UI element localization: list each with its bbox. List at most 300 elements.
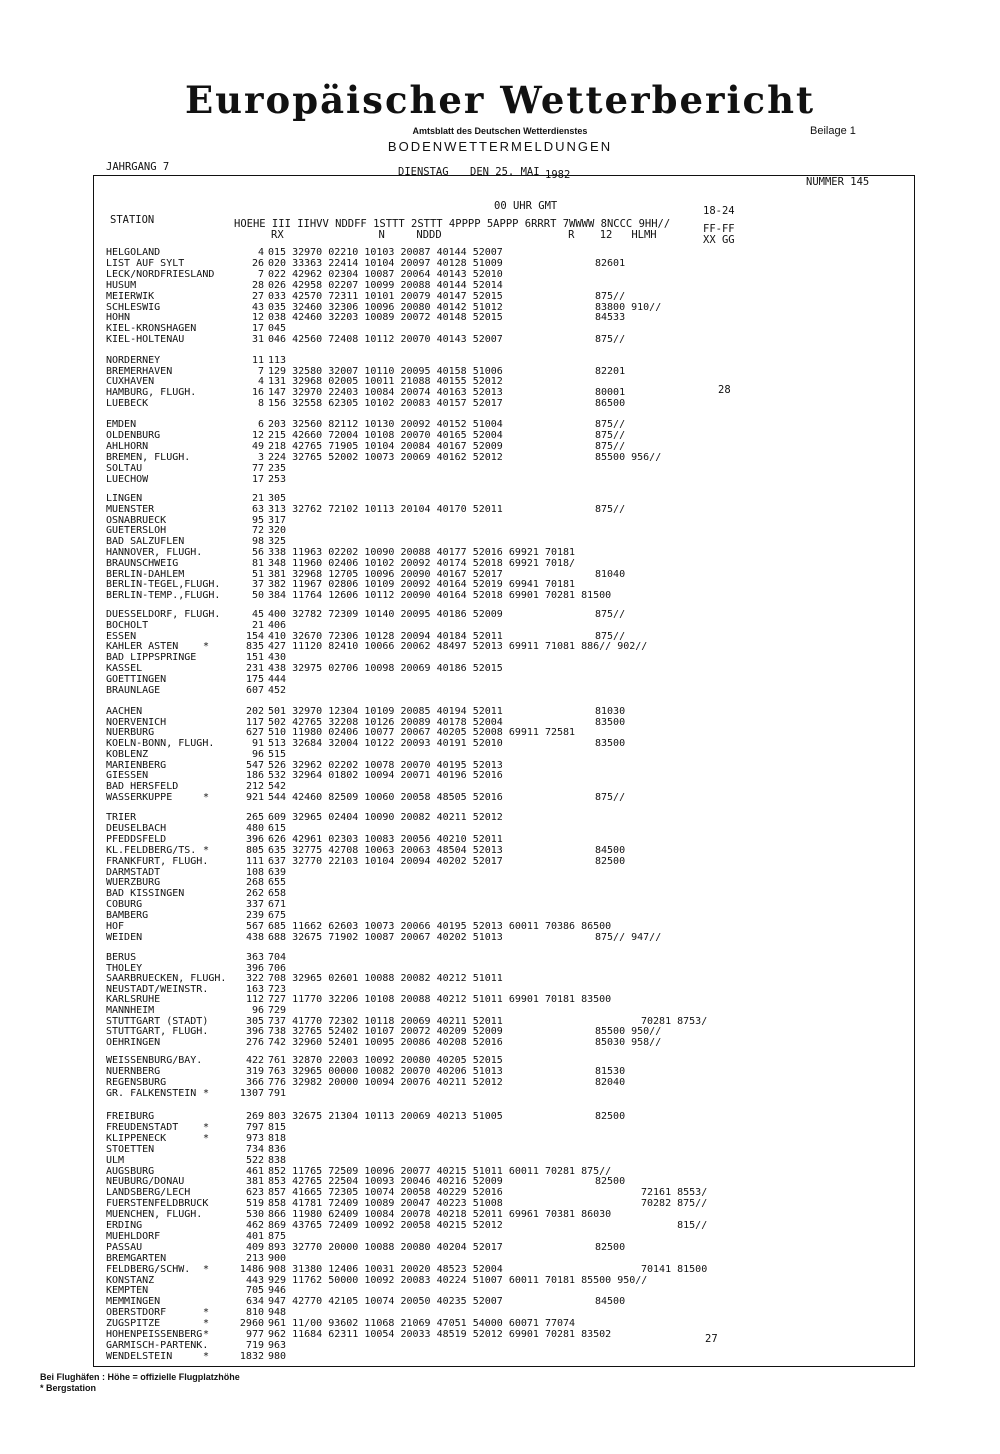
table-row [0,1253,1000,1264]
observation-codes: 671 [268,899,287,910]
station-name: NEUSTADT/WEINSTR. [106,984,209,995]
station-name: BERLIN-DAHLEM [106,569,185,580]
supplementary-codes: 875// [595,430,626,441]
observation-codes: 438 32975 02706 10098 20069 40186 52015 [268,663,503,674]
observation-codes: 033 42570 72311 10101 20079 40147 52015 [268,291,503,302]
station-elevation: 63 [251,504,264,515]
station-elevation: 213 [245,1253,264,1264]
table-row [0,932,1000,943]
station-elevation: 49 [251,441,264,452]
issue-year: 1982 [545,169,571,181]
station-elevation: 3 [257,452,264,463]
table-row [0,493,1000,504]
mountain-station-marker: * [203,1088,210,1099]
observation-codes: 838 [268,1155,287,1166]
station-elevation: 27 [251,291,264,302]
station-elevation: 977 [245,1329,264,1340]
issue-date: DEN 25. MAI [470,166,540,178]
observation-codes: 706 [268,963,287,974]
station-elevation: 45 [251,609,264,620]
station-name: LINGEN [106,493,143,504]
station-elevation: 262 [245,888,264,899]
table-row [0,1264,1000,1275]
station-name: BOCHOLT [106,620,149,631]
supplementary-codes: 82201 [595,366,626,377]
observation-codes: 637 32770 22103 10104 20094 40202 52017 [268,856,503,867]
station-name: HOHN [106,312,131,323]
observation-codes: 723 [268,984,287,995]
observation-codes: 544 42460 82509 10060 20058 48505 52016 [268,792,503,803]
supplementary-codes: 85500 956// [595,452,662,463]
observation-codes: 147 32970 22403 10084 20074 40163 52013 [268,387,503,398]
station-elevation: 705 [245,1285,264,1296]
station-name: SAARBRUECKEN, FLUGH. [106,973,227,984]
station-name: FREUDENSTADT [106,1122,179,1133]
table-row [0,652,1000,663]
station-name: KLIPPENECK [106,1133,167,1144]
station-elevation: 269 [245,1111,264,1122]
station-elevation: 480 [245,823,264,834]
observation-codes: 761 32870 22003 10092 20080 40205 52015 [268,1055,503,1066]
station-name: PASSAU [106,1242,143,1253]
station-elevation: 175 [245,674,264,685]
station-elevation: 26 [251,258,264,269]
table-row [0,877,1000,888]
station-name: WASSERKUPPE [106,792,173,803]
station-elevation: 607 [245,685,264,696]
station-elevation: 28 [251,280,264,291]
station-name: KONSTANZ [106,1275,155,1286]
station-elevation: 77 [251,463,264,474]
station-name: MEIERWIK [106,291,155,302]
station-name: KL.FELDBERG/TS. [106,845,197,856]
observation-codes: 400 32782 72309 10140 20095 40186 52009 [268,609,503,620]
supplementary-codes: 82601 [595,258,626,269]
supplementary-codes: 875// 947// [595,932,662,943]
station-name: KEMPTEN [106,1285,149,1296]
station-name: KIEL-HOLTENAU [106,334,185,345]
observation-codes: 635 32775 42708 10063 20063 48504 52013 [268,845,503,856]
observation-codes: 020 33363 22414 10104 20097 40128 51009 [268,258,503,269]
table-row [0,856,1000,867]
observation-codes: 609 32965 02404 10090 20082 40211 52012 [268,812,503,823]
station-elevation: 567 [245,921,264,932]
station-elevation: 305 [245,1016,264,1027]
station-elevation: 366 [245,1077,264,1088]
observation-codes: 430 [268,652,287,663]
station-name: AHLHORN [106,441,149,452]
observation-codes: 406 [268,620,287,631]
station-name: STOETTEN [106,1144,155,1155]
observation-codes: 639 [268,867,287,878]
table-row [0,463,1000,474]
station-name: FUERSTENFELDBRUCK [106,1198,209,1209]
station-elevation: 734 [245,1144,264,1155]
table-row [0,921,1000,932]
station-elevation: 623 [245,1187,264,1198]
table-row [0,247,1000,258]
footer-note: * Bergstation [40,1383,97,1393]
station-elevation: 438 [245,932,264,943]
mountain-station-marker: * [203,1318,210,1329]
observation-codes: 738 32765 52402 10107 20072 40209 52009 [268,1026,503,1037]
observation-codes: 866 11980 62409 10084 20078 40218 52011 69961 70381 86030 [268,1209,612,1220]
supplementary-codes: 875// [595,631,626,642]
station-elevation: 363 [245,952,264,963]
observation-codes: 131 32968 02005 10011 21088 40155 52012 [268,376,503,387]
station-elevation: 151 [245,652,264,663]
station-name: OLDENBURG [106,430,161,441]
observation-codes: 688 32675 71902 10087 20067 40202 51013 [268,932,503,943]
station-name: DUESSELDORF, FLUGH. [106,609,221,620]
table-row [0,1005,1000,1016]
table-row [0,1318,1000,1329]
table-row [0,899,1000,910]
supplementary-codes: 815// [641,1220,708,1231]
station-name: LUECHOW [106,474,149,485]
station-name: HELGOLAND [106,247,161,258]
observation-codes: 046 42560 72408 10112 20070 40143 52007 [268,334,503,345]
station-elevation: 91 [251,738,264,749]
station-name: KOELN-BONN, FLUGH. [106,738,215,749]
table-row [0,1242,1000,1253]
observation-codes: 803 32675 21304 10113 20069 40213 51005 [268,1111,503,1122]
station-elevation: 96 [251,1005,264,1016]
supplementary-codes: 70282 875// [641,1198,708,1209]
station-name: GARMISCH-PARTENK. [106,1340,209,1351]
observation-codes: 348 11960 02406 10102 20092 40174 52018 69921 7018/ [268,558,576,569]
station-name: GUETERSLOH [106,525,167,536]
observation-codes: 542 [268,781,287,792]
mountain-station-marker: * [203,1122,210,1133]
station-elevation: 719 [245,1340,264,1351]
table-row [0,781,1000,792]
station-elevation: 396 [245,963,264,974]
station-elevation: 231 [245,663,264,674]
observation-codes: 253 [268,474,287,485]
station-elevation: 186 [245,770,264,781]
station-elevation: 1486 [239,1264,264,1275]
station-elevation: 530 [245,1209,264,1220]
observation-codes: 708 32965 02601 10088 20082 40212 51011 [268,973,503,984]
station-elevation: 163 [245,984,264,995]
supplementary-codes: 82500 [595,1111,626,1122]
supplementary-codes: 875// [595,419,626,430]
table-row [0,1220,1000,1231]
station-elevation: 16 [251,387,264,398]
column-header-right: FF-FF [703,223,735,235]
supplementary-codes: 82500 [595,856,626,867]
table-row [0,620,1000,631]
observation-codes: 382 11967 02806 10109 20092 40164 52019 69941 70181 [268,579,576,590]
station-name: MUENCHEN, FLUGH. [106,1209,203,1220]
column-header-codes-sub: RX N NDDD R 12 HLMH [271,229,657,241]
observation-codes: 224 32765 52002 10073 20069 40162 52012 [268,452,503,463]
observation-codes: 963 [268,1340,287,1351]
observation-codes: 313 32762 72102 10113 20104 40170 52011 [268,504,503,515]
table-row [0,674,1000,685]
station-name: ERDING [106,1220,143,1231]
station-elevation: 547 [245,760,264,771]
table-row [0,504,1000,515]
observation-codes: 513 32684 32004 10122 20093 40191 52010 [268,738,503,749]
station-elevation: 7 [257,269,264,280]
observation-codes: 532 32964 01802 10094 20071 40196 52016 [268,770,503,781]
table-row [0,685,1000,696]
station-elevation: 112 [245,994,264,1005]
station-elevation: 973 [245,1133,264,1144]
observation-codes: 980 [268,1351,287,1362]
table-row [0,1176,1000,1187]
station-elevation: 56 [251,547,264,558]
station-name: BAD KISSINGEN [106,888,185,899]
observation-codes: 444 [268,674,287,685]
station-name: AUGSBURG [106,1166,155,1177]
station-name: ESSEN [106,631,137,642]
station-elevation: 409 [245,1242,264,1253]
station-name: OSNABRUECK [106,515,167,526]
table-row [0,547,1000,558]
station-elevation: 4 [257,247,264,258]
station-name: LUEBECK [106,398,149,409]
table-row [0,1037,1000,1048]
station-elevation: 11 [251,355,264,366]
table-row [0,1296,1000,1307]
observation-codes: 852 11765 72509 10096 20077 40215 51011 60011 70281 875// [268,1166,612,1177]
station-elevation: 462 [245,1220,264,1231]
table-row [0,1133,1000,1144]
table-row [0,994,1000,1005]
station-name: KASSEL [106,663,143,674]
jahrgang: JAHRGANG 7 [106,161,170,173]
observation-codes: 510 11980 02406 10077 20067 40205 52008 69911 72581 [268,727,576,738]
supplementary-codes: 82500 [595,1242,626,1253]
column-header-right: 18-24 [703,205,735,217]
observation-codes: 946 [268,1285,287,1296]
station-name: NEUBURG/DONAU [106,1176,185,1187]
station-name: REGENSBURG [106,1077,167,1088]
station-name: BAD SALZUFLEN [106,536,185,547]
station-name: SCHLESWIG [106,302,161,313]
mountain-station-marker: * [203,792,210,803]
page-title: Europäischer Wetterbericht [184,78,816,122]
table-row [0,398,1000,409]
station-name: MANNHEIM [106,1005,155,1016]
table-row [0,1111,1000,1122]
table-row [0,258,1000,269]
station-elevation: 1307 [239,1088,264,1099]
observation-codes: 502 42765 32208 10126 20089 40178 52004 [268,717,503,728]
supplementary-codes: 875// [595,504,626,515]
station-name: BERLIN-TEGEL,FLUGH. [106,579,221,590]
observation-codes: 410 32670 72306 10128 20094 40184 52011 [268,631,503,642]
station-elevation: 337 [245,899,264,910]
observation-codes: 626 42961 02303 10083 20056 40210 52011 [268,834,503,845]
supplementary-codes: 84500 [595,845,626,856]
station-elevation: 396 [245,834,264,845]
station-name: OEHRINGEN [106,1037,161,1048]
station-name: NUERNBERG [106,1066,161,1077]
table-row [0,1144,1000,1155]
supplementary-codes: 85500 950// [595,1026,662,1037]
observation-codes: 317 [268,515,287,526]
station-elevation: 81 [251,558,264,569]
station-elevation: 4 [257,376,264,387]
station-elevation: 396 [245,1026,264,1037]
station-elevation: 522 [245,1155,264,1166]
station-name: FELDBERG/SCHW. [106,1264,191,1275]
observation-codes: 035 32460 32306 10096 20080 40142 51012 [268,302,503,313]
station-name: WENDELSTEIN [106,1351,173,1362]
observation-codes: 961 11/00 93602 11068 21069 47051 54000 60071 77074 [268,1318,576,1329]
observation-codes: 015 32970 02210 10103 20087 40144 52007 [268,247,503,258]
table-row [0,770,1000,781]
table-row [0,792,1000,803]
table-row [0,1285,1000,1296]
supplementary-codes: 81030 [595,706,626,717]
footer-note: Bei Flughäfen : Höhe = offizielle Flugplatzhöhe [40,1372,240,1382]
observation-codes: 452 [268,685,287,696]
supplementary-codes: 82500 [595,1176,626,1187]
table-row [0,291,1000,302]
observation-codes: 857 41665 72305 10074 20058 40229 52016 [268,1187,503,1198]
station-name: LIST AUF SYLT [106,258,185,269]
station-name: BERUS [106,952,137,963]
supplementary-codes: 80001 [595,387,626,398]
station-name: HOF [106,921,125,932]
table-row [0,1088,1000,1099]
observation-codes: 129 32580 32007 10110 20095 40158 51006 [268,366,503,377]
table-row [0,280,1000,291]
supplementary-codes: 84500 [595,1296,626,1307]
station-elevation: 202 [245,706,264,717]
mountain-station-marker: * [203,1133,210,1144]
table-row [0,888,1000,899]
station-elevation: 322 [245,973,264,984]
observation-codes: 729 [268,1005,287,1016]
table-row [0,323,1000,334]
station-elevation: 7 [257,366,264,377]
station-elevation: 212 [245,781,264,792]
station-elevation: 1832 [239,1351,264,1362]
observation-codes: 384 11764 12606 10112 20090 40164 52018 69901 70281 81500 [268,590,612,601]
observation-codes: 320 [268,525,287,536]
table-row [0,910,1000,921]
table-row [0,834,1000,845]
observation-codes: 338 11963 02202 10090 20088 40177 52016 69921 70181 [268,547,576,558]
station-name: BREMEN, FLUGH. [106,452,191,463]
table-row [0,812,1000,823]
observation-codes: 615 [268,823,287,834]
station-name: CUXHAVEN [106,376,155,387]
observation-codes: 203 32560 82112 10130 20092 40152 51004 [268,419,503,430]
station-name: NUERBURG [106,727,155,738]
station-name: FREIBURG [106,1111,155,1122]
beilage-label: Beilage 1 [810,125,856,137]
station-elevation: 17 [251,474,264,485]
table-row [0,334,1000,345]
station-name: ULM [106,1155,125,1166]
station-elevation: 2960 [239,1318,264,1329]
station-elevation: 37 [251,579,264,590]
observation-codes: 815 [268,1122,287,1133]
station-name: GR. FALKENSTEIN [106,1088,197,1099]
station-name: HANNOVER, FLUGH. [106,547,203,558]
station-name: BAD HERSFELD [106,781,179,792]
observation-codes: 026 42958 02207 10099 20088 40144 52014 [268,280,503,291]
station-elevation: 12 [251,312,264,323]
table-row [0,663,1000,674]
observation-codes: 869 43765 72409 10092 20058 40215 52012 [268,1220,503,1231]
station-elevation: 422 [245,1055,264,1066]
table-row [0,1198,1000,1209]
supplementary-codes: 72161 8553/ [641,1187,708,1198]
supplementary-codes: 875// [595,609,626,620]
mountain-station-marker: * [203,1307,210,1318]
table-row [0,452,1000,463]
table-row [0,1066,1000,1077]
station-elevation: 96 [251,749,264,760]
observation-codes: 947 42770 42105 10074 20050 40235 52007 [268,1296,503,1307]
station-elevation: 51 [251,569,264,580]
station-name: MARIENBERG [106,760,167,771]
supplementary-codes: 875// [595,792,626,803]
side-number: 28 [718,384,731,396]
station-name: AACHEN [106,706,143,717]
table-row [0,738,1000,749]
station-elevation: 461 [245,1166,264,1177]
table-row [0,590,1000,601]
station-elevation: 835 [245,641,264,652]
issue-day: DIENSTAG [398,166,449,178]
table-row [0,1055,1000,1066]
station-elevation: 634 [245,1296,264,1307]
station-name: DARMSTADT [106,867,161,878]
table-row [0,430,1000,441]
observation-codes: 776 32982 20000 10094 20076 40211 52012 [268,1077,503,1088]
table-row [0,355,1000,366]
mountain-station-marker: * [203,641,210,652]
station-name: HUSUM [106,280,137,291]
observation-codes: 501 32970 12304 10109 20085 40194 52011 [268,706,503,717]
station-name: THOLEY [106,963,143,974]
station-name: TRIER [106,812,137,823]
mountain-station-marker: * [203,1329,210,1340]
mountain-station-marker: * [203,845,210,856]
supplementary-codes: 86500 [595,398,626,409]
supplementary-codes: 81530 [595,1066,626,1077]
observation-codes: 704 [268,952,287,963]
table-row [0,727,1000,738]
column-header-right: XX GG [703,234,735,246]
table-row [0,558,1000,569]
observation-codes: 325 [268,536,287,547]
observation-codes: 235 [268,463,287,474]
station-name: NORDERNEY [106,355,161,366]
observation-codes: 381 32968 12705 10096 20090 40167 52017 [268,569,503,580]
section-title: BODENWETTERMELDUNGEN [387,139,613,154]
station-name: SOLTAU [106,463,143,474]
observation-codes: 763 32965 00000 10082 20070 40206 51013 [268,1066,503,1077]
supplementary-codes: 83500 [595,717,626,728]
station-name: FRANKFURT, FLUGH. [106,856,209,867]
station-elevation: 21 [251,493,264,504]
observation-codes: 893 32770 20000 10088 20080 40204 52017 [268,1242,503,1253]
station-name: BRAUNSCHWEIG [106,558,179,569]
supplementary-codes: 875// [595,291,626,302]
table-row [0,706,1000,717]
subtitle: Amtsblatt des Deutschen Wetterdienstes [412,126,588,136]
